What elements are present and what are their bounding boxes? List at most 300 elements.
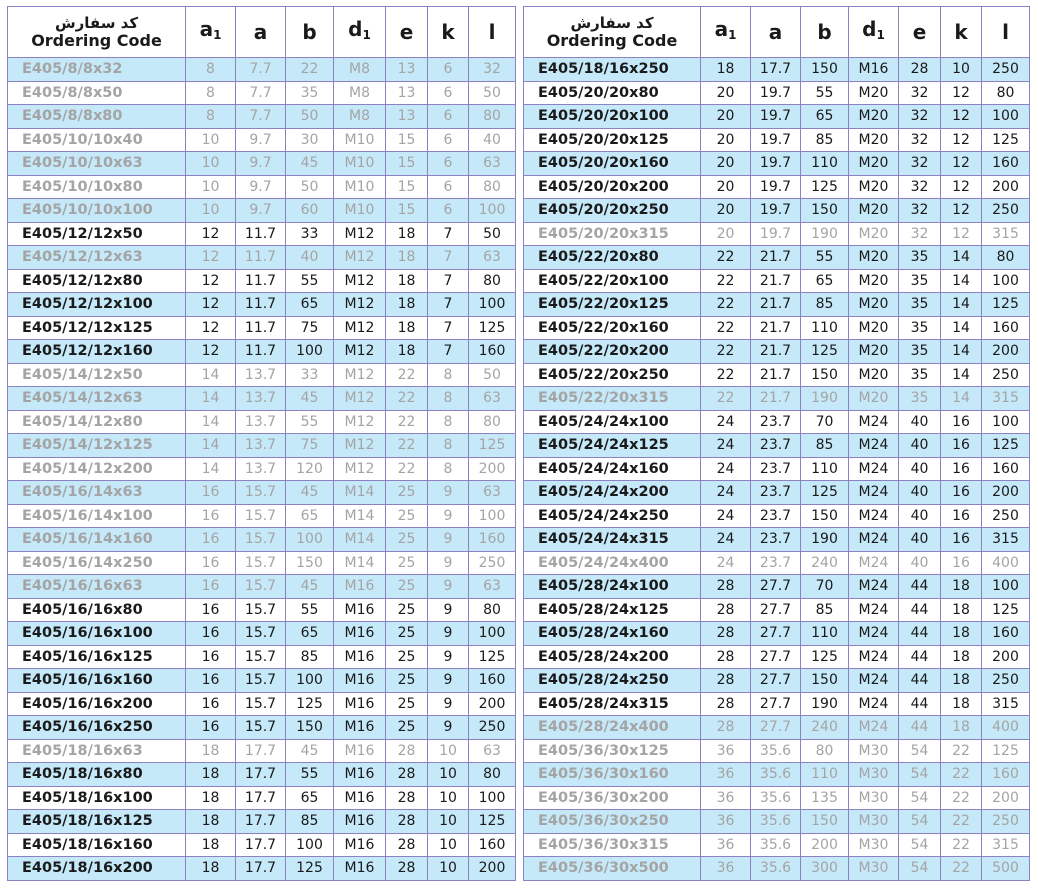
cell-a1: 16 [186, 551, 236, 575]
cell-code: E405/18/16x80 [8, 763, 186, 787]
cell-k: 8 [428, 387, 469, 411]
cell-e: 32 [899, 175, 941, 199]
cell-b: 55 [801, 81, 849, 105]
table-row [8, 786, 516, 810]
cell-l: 100 [469, 622, 516, 646]
cell-b: 150 [801, 363, 849, 387]
cell-a: 17.7 [236, 786, 286, 810]
cell-e: 25 [386, 575, 428, 599]
cell-a1: 28 [701, 645, 751, 669]
cell-b: 100 [286, 528, 334, 552]
cell-k: 9 [428, 528, 469, 552]
ordering-table-right [523, 6, 1030, 881]
cell-b: 80 [801, 739, 849, 763]
cell-d1: M12 [334, 434, 386, 458]
cell-b: 45 [286, 575, 334, 599]
cell-k: 18 [941, 622, 982, 646]
table-row [8, 810, 516, 834]
cell-a1: 12 [186, 340, 236, 364]
cell-b: 100 [286, 833, 334, 857]
cell-k: 8 [428, 363, 469, 387]
cell-l: 125 [982, 598, 1030, 622]
cell-l: 63 [469, 575, 516, 599]
cell-e: 35 [899, 387, 941, 411]
cell-k: 14 [941, 363, 982, 387]
cell-l: 32 [469, 58, 516, 82]
cell-k: 22 [941, 810, 982, 834]
cell-b: 125 [801, 175, 849, 199]
table-row [8, 128, 516, 152]
cell-a: 17.7 [236, 833, 286, 857]
cell-a: 7.7 [236, 58, 286, 82]
cell-b: 35 [286, 81, 334, 105]
cell-e: 44 [899, 598, 941, 622]
cell-b: 60 [286, 199, 334, 223]
cell-a: 9.7 [236, 128, 286, 152]
cell-code: E405/12/12x160 [8, 340, 186, 364]
cell-a1: 16 [186, 528, 236, 552]
table-row [8, 598, 516, 622]
table-row [524, 810, 1030, 834]
table-row [524, 504, 1030, 528]
table-row [8, 857, 516, 881]
cell-a1: 22 [701, 246, 751, 270]
col-header-b: b [801, 7, 849, 58]
cell-k: 8 [428, 457, 469, 481]
cell-e: 40 [899, 528, 941, 552]
cell-l: 125 [469, 810, 516, 834]
cell-b: 110 [801, 763, 849, 787]
cell-k: 18 [941, 645, 982, 669]
cell-code: E405/16/16x63 [8, 575, 186, 599]
cell-e: 25 [386, 481, 428, 505]
cell-a: 19.7 [751, 128, 801, 152]
cell-e: 35 [899, 246, 941, 270]
cell-a: 7.7 [236, 105, 286, 129]
cell-code: E405/10/10x100 [8, 199, 186, 223]
cell-b: 55 [286, 598, 334, 622]
cell-a: 15.7 [236, 551, 286, 575]
cell-e: 18 [386, 316, 428, 340]
cell-e: 35 [899, 316, 941, 340]
cell-k: 7 [428, 340, 469, 364]
table-row [8, 105, 516, 129]
cell-code: E405/36/30x250 [524, 810, 701, 834]
cell-a: 11.7 [236, 293, 286, 317]
cell-l: 40 [469, 128, 516, 152]
cell-e: 28 [386, 833, 428, 857]
cell-k: 10 [428, 833, 469, 857]
cell-a: 27.7 [751, 598, 801, 622]
cell-k: 10 [428, 739, 469, 763]
cell-l: 80 [469, 598, 516, 622]
cell-b: 300 [801, 857, 849, 881]
cell-l: 250 [982, 58, 1030, 82]
cell-e: 40 [899, 504, 941, 528]
cell-l: 100 [982, 269, 1030, 293]
table-row [524, 716, 1030, 740]
cell-e: 18 [386, 269, 428, 293]
cell-code: E405/14/12x63 [8, 387, 186, 411]
cell-k: 12 [941, 105, 982, 129]
cell-e: 22 [386, 434, 428, 458]
cell-k: 7 [428, 222, 469, 246]
cell-a1: 28 [701, 716, 751, 740]
table-row [8, 739, 516, 763]
cell-k: 16 [941, 410, 982, 434]
cell-b: 150 [801, 199, 849, 223]
table-row [8, 716, 516, 740]
table-row [8, 293, 516, 317]
cell-e: 54 [899, 739, 941, 763]
cell-k: 22 [941, 786, 982, 810]
cell-code: E405/36/30x125 [524, 739, 701, 763]
cell-e: 32 [899, 128, 941, 152]
cell-a: 23.7 [751, 551, 801, 575]
cell-k: 22 [941, 739, 982, 763]
cell-d1: M10 [334, 199, 386, 223]
table-row [8, 410, 516, 434]
cell-l: 315 [982, 528, 1030, 552]
col-header-e: e [386, 7, 428, 58]
cell-code: E405/20/20x315 [524, 222, 701, 246]
table-row [524, 622, 1030, 646]
cell-a: 35.6 [751, 739, 801, 763]
cell-e: 54 [899, 786, 941, 810]
cell-b: 65 [286, 622, 334, 646]
cell-k: 10 [941, 58, 982, 82]
cell-b: 100 [286, 669, 334, 693]
cell-l: 63 [469, 481, 516, 505]
cell-l: 315 [982, 833, 1030, 857]
cell-l: 100 [469, 293, 516, 317]
col-header-a: a [751, 7, 801, 58]
cell-code: E405/12/12x63 [8, 246, 186, 270]
cell-e: 28 [386, 763, 428, 787]
cell-a: 15.7 [236, 504, 286, 528]
table-row [524, 598, 1030, 622]
cell-a: 27.7 [751, 669, 801, 693]
cell-b: 55 [286, 410, 334, 434]
cell-k: 7 [428, 316, 469, 340]
cell-b: 125 [801, 645, 849, 669]
cell-a: 35.6 [751, 763, 801, 787]
cell-e: 18 [386, 222, 428, 246]
table-row [524, 199, 1030, 223]
cell-a: 17.7 [236, 810, 286, 834]
cell-l: 100 [469, 504, 516, 528]
cell-a: 21.7 [751, 340, 801, 364]
cell-k: 18 [941, 692, 982, 716]
cell-code: E405/20/20x200 [524, 175, 701, 199]
cell-e: 25 [386, 504, 428, 528]
cell-code: E405/12/12x125 [8, 316, 186, 340]
cell-e: 54 [899, 810, 941, 834]
cell-b: 190 [801, 692, 849, 716]
cell-b: 75 [286, 434, 334, 458]
cell-d1: M12 [334, 457, 386, 481]
cell-code: E405/28/24x200 [524, 645, 701, 669]
cell-k: 22 [941, 833, 982, 857]
cell-d1: M12 [334, 340, 386, 364]
cell-a1: 18 [186, 857, 236, 881]
cell-l: 400 [982, 551, 1030, 575]
cell-a1: 14 [186, 410, 236, 434]
cell-k: 6 [428, 199, 469, 223]
cell-l: 125 [469, 434, 516, 458]
cell-b: 65 [286, 786, 334, 810]
cell-a: 35.6 [751, 810, 801, 834]
cell-a1: 22 [701, 316, 751, 340]
cell-code: E405/18/16x125 [8, 810, 186, 834]
cell-e: 44 [899, 575, 941, 599]
cell-a1: 16 [186, 669, 236, 693]
cell-k: 14 [941, 269, 982, 293]
cell-k: 12 [941, 222, 982, 246]
cell-code: E405/10/10x63 [8, 152, 186, 176]
cell-l: 500 [982, 857, 1030, 881]
cell-d1: M24 [849, 645, 899, 669]
cell-d1: M20 [849, 269, 899, 293]
cell-code: E405/36/30x500 [524, 857, 701, 881]
cell-a1: 36 [701, 763, 751, 787]
cell-code: E405/22/20x250 [524, 363, 701, 387]
cell-b: 150 [801, 58, 849, 82]
table-row [524, 410, 1030, 434]
cell-a1: 20 [701, 128, 751, 152]
cell-a1: 20 [701, 81, 751, 105]
cell-k: 16 [941, 457, 982, 481]
cell-b: 55 [286, 763, 334, 787]
cell-l: 80 [469, 105, 516, 129]
cell-code: E405/18/16x100 [8, 786, 186, 810]
col-header-k: k [428, 7, 469, 58]
cell-b: 120 [286, 457, 334, 481]
cell-a1: 8 [186, 81, 236, 105]
cell-k: 9 [428, 481, 469, 505]
col-header-l: l [982, 7, 1030, 58]
cell-d1: M12 [334, 246, 386, 270]
cell-a1: 24 [701, 504, 751, 528]
cell-a: 15.7 [236, 669, 286, 693]
cell-l: 160 [982, 457, 1030, 481]
cell-b: 85 [801, 128, 849, 152]
cell-code: E405/14/12x50 [8, 363, 186, 387]
cell-e: 25 [386, 598, 428, 622]
cell-b: 240 [801, 551, 849, 575]
cell-e: 13 [386, 105, 428, 129]
cell-code: E405/24/24x250 [524, 504, 701, 528]
cell-b: 110 [801, 457, 849, 481]
table-row [8, 222, 516, 246]
cell-e: 54 [899, 833, 941, 857]
cell-code: E405/36/30x200 [524, 786, 701, 810]
table-row [8, 81, 516, 105]
cell-code: E405/24/24x200 [524, 481, 701, 505]
cell-code: E405/22/20x200 [524, 340, 701, 364]
cell-l: 160 [469, 833, 516, 857]
cell-e: 28 [899, 58, 941, 82]
cell-l: 100 [982, 575, 1030, 599]
cell-a: 15.7 [236, 575, 286, 599]
cell-l: 160 [469, 669, 516, 693]
cell-l: 80 [982, 81, 1030, 105]
cell-e: 40 [899, 434, 941, 458]
col-header-a: a [236, 7, 286, 58]
cell-d1: M20 [849, 152, 899, 176]
cell-l: 250 [982, 669, 1030, 693]
cell-l: 315 [982, 692, 1030, 716]
cell-a: 23.7 [751, 528, 801, 552]
table-row [524, 833, 1030, 857]
cell-a1: 12 [186, 316, 236, 340]
cell-a: 19.7 [751, 175, 801, 199]
cell-l: 200 [982, 786, 1030, 810]
cell-a: 11.7 [236, 316, 286, 340]
cell-a1: 16 [186, 622, 236, 646]
cell-a1: 36 [701, 739, 751, 763]
ordering-code-header [8, 7, 186, 58]
cell-d1: M24 [849, 716, 899, 740]
table-row [8, 763, 516, 787]
cell-code: E405/12/12x50 [8, 222, 186, 246]
cell-l: 63 [469, 387, 516, 411]
cell-a1: 24 [701, 410, 751, 434]
cell-l: 125 [982, 739, 1030, 763]
cell-b: 65 [286, 504, 334, 528]
cell-d1: M30 [849, 833, 899, 857]
cell-code: E405/18/16x160 [8, 833, 186, 857]
cell-e: 13 [386, 58, 428, 82]
cell-e: 44 [899, 716, 941, 740]
cell-a1: 14 [186, 434, 236, 458]
table-row [524, 81, 1030, 105]
cell-e: 44 [899, 669, 941, 693]
cell-b: 65 [801, 269, 849, 293]
table-row [8, 387, 516, 411]
table-row [524, 128, 1030, 152]
cell-l: 315 [982, 222, 1030, 246]
table-row [524, 340, 1030, 364]
cell-a: 17.7 [236, 857, 286, 881]
ordering-code-header-en: Ordering Code [546, 31, 678, 50]
cell-a: 21.7 [751, 246, 801, 270]
table-row [8, 363, 516, 387]
cell-d1: M8 [334, 105, 386, 129]
cell-a1: 8 [186, 105, 236, 129]
cell-e: 25 [386, 528, 428, 552]
cell-d1: M16 [334, 598, 386, 622]
cell-code: E405/22/20x125 [524, 293, 701, 317]
cell-d1: M16 [334, 645, 386, 669]
cell-k: 6 [428, 128, 469, 152]
table-row [524, 175, 1030, 199]
cell-b: 33 [286, 363, 334, 387]
cell-d1: M20 [849, 175, 899, 199]
ordering-code-header [524, 7, 701, 58]
cell-d1: M16 [334, 622, 386, 646]
table-row [8, 645, 516, 669]
cell-b: 200 [801, 833, 849, 857]
cell-d1: M24 [849, 481, 899, 505]
cell-a: 11.7 [236, 246, 286, 270]
table-row [524, 434, 1030, 458]
cell-b: 150 [801, 669, 849, 693]
cell-d1: M12 [334, 293, 386, 317]
cell-d1: M24 [849, 598, 899, 622]
cell-d1: M14 [334, 528, 386, 552]
cell-l: 250 [982, 199, 1030, 223]
cell-k: 9 [428, 575, 469, 599]
table-row [8, 269, 516, 293]
cell-a: 15.7 [236, 692, 286, 716]
table-row [524, 528, 1030, 552]
cell-code: E405/8/8x32 [8, 58, 186, 82]
cell-l: 315 [982, 387, 1030, 411]
ordering-table-left [7, 6, 516, 881]
cell-l: 80 [469, 410, 516, 434]
cell-k: 12 [941, 175, 982, 199]
cell-a: 35.6 [751, 857, 801, 881]
cell-a: 21.7 [751, 316, 801, 340]
table-row [8, 175, 516, 199]
cell-b: 150 [801, 810, 849, 834]
cell-d1: M16 [334, 739, 386, 763]
cell-a: 15.7 [236, 481, 286, 505]
table-row [524, 551, 1030, 575]
cell-b: 85 [801, 293, 849, 317]
cell-l: 200 [982, 175, 1030, 199]
cell-code: E405/14/12x80 [8, 410, 186, 434]
cell-l: 200 [469, 857, 516, 881]
cell-a1: 12 [186, 269, 236, 293]
cell-d1: M20 [849, 81, 899, 105]
cell-b: 125 [286, 857, 334, 881]
cell-a1: 8 [186, 58, 236, 82]
cell-code: E405/12/12x80 [8, 269, 186, 293]
cell-b: 22 [286, 58, 334, 82]
cell-code: E405/36/30x160 [524, 763, 701, 787]
cell-a1: 22 [701, 363, 751, 387]
cell-d1: M20 [849, 340, 899, 364]
cell-b: 135 [801, 786, 849, 810]
cell-code: E405/12/12x100 [8, 293, 186, 317]
cell-k: 18 [941, 598, 982, 622]
cell-d1: M24 [849, 669, 899, 693]
cell-e: 18 [386, 246, 428, 270]
cell-a: 23.7 [751, 481, 801, 505]
cell-a: 21.7 [751, 293, 801, 317]
table-row [8, 692, 516, 716]
cell-a1: 16 [186, 481, 236, 505]
cell-e: 25 [386, 622, 428, 646]
cell-d1: M20 [849, 105, 899, 129]
cell-l: 160 [982, 622, 1030, 646]
cell-a1: 18 [701, 58, 751, 82]
cell-e: 32 [899, 199, 941, 223]
cell-code: E405/20/20x250 [524, 199, 701, 223]
col-header-d1: $d_1$ [334, 7, 386, 58]
cell-d1: M12 [334, 222, 386, 246]
cell-code: E405/28/24x160 [524, 622, 701, 646]
cell-d1: M16 [334, 669, 386, 693]
cell-k: 9 [428, 504, 469, 528]
cell-d1: M30 [849, 786, 899, 810]
table-header-row [524, 7, 1030, 58]
cell-a: 27.7 [751, 716, 801, 740]
cell-l: 63 [469, 152, 516, 176]
cell-d1: M16 [334, 575, 386, 599]
